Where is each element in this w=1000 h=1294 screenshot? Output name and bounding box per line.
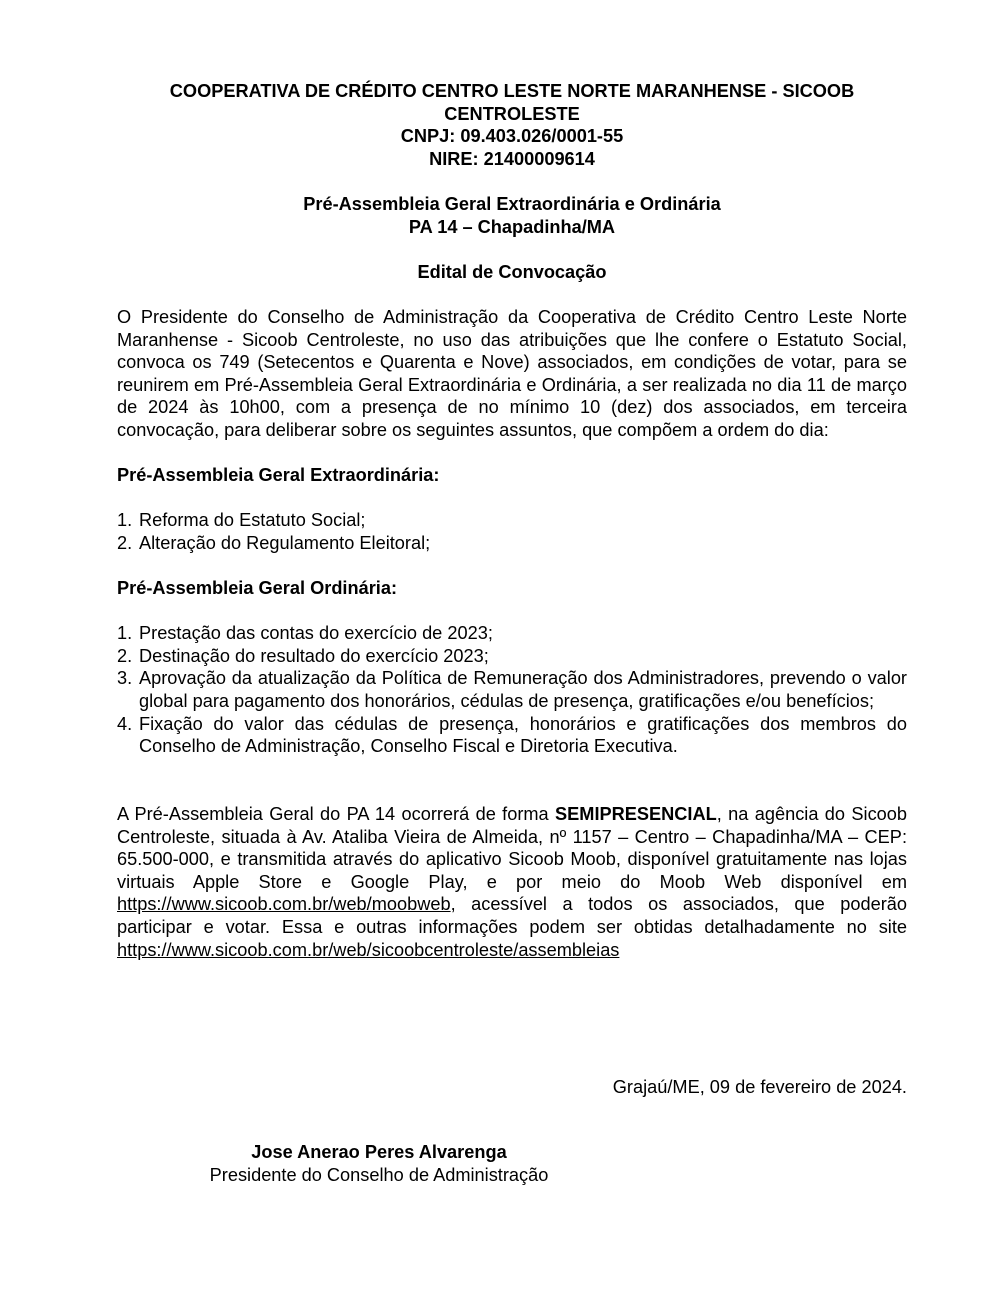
list-item: 3. Aprovação da atualização da Política de Remuneração dos Administradores, prevendo o valor global para pagamento dos honorários, cédulas de presença, gratificações e/ou benefícios; bbox=[117, 668, 907, 712]
cnpj: CNPJ: 09.403.026/0001-55 bbox=[400, 126, 624, 147]
extraordinary-agenda-list bbox=[117, 509, 907, 554]
ordinary-heading: Pré-Assembleia Geral Ordinária: bbox=[117, 578, 398, 599]
meeting-location: PA 14 – Chapadinha/MA bbox=[408, 216, 616, 237]
document-header bbox=[87, 80, 937, 170]
org-name-line2: CENTROLESTE bbox=[444, 103, 580, 124]
nire: NIRE: 21400009614 bbox=[429, 148, 595, 169]
place-date: Grajaú/ME, 09 de fevereiro de 2024. bbox=[612, 1077, 907, 1097]
list-item: 4. Fixação do valor das cédulas de presença, honorários e gratificações dos membros do Conselho de Administração, Conselho Fiscal e Diretoria Executiva. bbox=[117, 713, 907, 757]
moobweb-link[interactable]: https://www.sicoob.com.br/web/moobweb bbox=[117, 894, 451, 915]
format-semipresencial: SEMIPRESENCIAL bbox=[555, 804, 717, 824]
ordinary-agenda-list bbox=[117, 622, 907, 758]
meeting-header bbox=[117, 193, 907, 238]
list-item: 1. Prestação das contas do exercício de 2023; bbox=[117, 623, 493, 644]
list-item: 1. Reforma do Estatuto Social; bbox=[117, 510, 366, 531]
meeting-title: Pré-Assembleia Geral Extraordinária e Ordinária bbox=[303, 193, 721, 214]
list-item: 2. Alteração do Regulamento Eleitoral; bbox=[117, 532, 431, 553]
signatory-role: Presidente do Conselho de Administração bbox=[209, 1164, 549, 1185]
signatory-name: Jose Anerao Peres Alvarenga bbox=[251, 1142, 507, 1162]
signature-block bbox=[117, 1141, 907, 1186]
details-paragraph: A Pré-Assembleia Geral do PA 14 ocorrerá de forma SEMIPRESENCIAL, na agência do Sicoob Centroleste, situada à Av. Ataliba Vieira de Almeida, nº 1157 – Centro – Chapadinha/MA – CEP: 65.500-000, e transmitida através do aplicativo Sicoob Moob, disponível gratuitamente nas lojas virtuais Apple Store e Google Play, e por meio do Moob Web disponível em https://www.sicoob.com.br/web/moobweb, acessível a todos os associados, que poderão participar e votar. Essa e outras informações podem ser obtidas detalhadamente no site https://www.sicoob.com.br/web/sicoobcentroleste/assembleias bbox=[117, 804, 908, 960]
list-item: 2. Destinação do resultado do exercício 2023; bbox=[117, 645, 489, 666]
assembleias-link[interactable]: https://www.sicoob.com.br/web/sicoobcentroleste/assembleias bbox=[117, 939, 620, 960]
intro-paragraph: O Presidente do Conselho de Administração da Cooperativa de Crédito Centro Leste Norte Maranhense - Sicoob Centroleste, no uso das atribuições que lhe confere o Estatuto Social, convoca os 749 (Setecentos e Quarenta e Nove) associados, em condições de votar, para se reunirem em Pré-Assembleia Geral Extraordinária e Ordinária, a ser realizada no dia 11 de março de 2024 às 10h00, com a presença de no mínimo 10 (dez) dos associados, em terceira convocação, para deliberar sobre os seguintes assuntos, que compõem a ordem do dia: bbox=[117, 306, 907, 440]
extraordinary-heading: Pré-Assembleia Geral Extraordinária: bbox=[117, 465, 440, 486]
document-title: Edital de Convocação bbox=[417, 261, 607, 282]
org-name-line1: COOPERATIVA DE CRÉDITO CENTRO LESTE NORTE MARANHENSE - SICOOB bbox=[169, 81, 855, 101]
document-page bbox=[117, 80, 908, 1185]
